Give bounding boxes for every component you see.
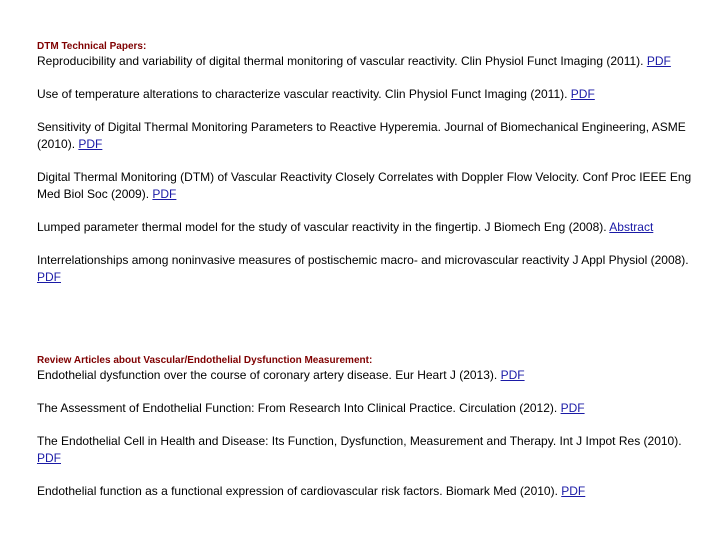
article-entry [37, 400, 707, 417]
paper-citation: Sensitivity of Digital Thermal Monitoring Parameters to Reactive Hyperemia. Journal of Biomechanical Engineering, ASME (2010). [37, 120, 686, 151]
review-articles-section [37, 354, 707, 500]
paper-citation: Lumped parameter thermal model for the study of vascular reactivity in the fingertip. J Biomech Eng (2008). [37, 220, 610, 234]
pdf-link[interactable]: PDF [37, 270, 61, 284]
dtm-papers-section [37, 40, 707, 286]
article-citation: The Endothelial Cell in Health and Disease: Its Function, Dysfunction, Measurement and Therapy. Int J Impot Res (2010). [37, 434, 682, 448]
pdf-link[interactable]: PDF [561, 484, 586, 498]
paper-citation: Digital Thermal Monitoring (DTM) of Vascular Reactivity Closely Correlates with Doppler Flow Velocity. Conf Proc IEEE Eng Med Biol Soc (2009). [37, 170, 692, 201]
pdf-link[interactable]: PDF [570, 87, 595, 101]
paper-citation: Reproducibility and variability of digital thermal monitoring of vascular reactivity. Clin Physiol Funct Imaging (2011). [37, 54, 647, 68]
abstract-link[interactable]: Abstract [609, 220, 654, 234]
pdf-link[interactable]: PDF [560, 401, 585, 415]
paper-entry [37, 169, 707, 203]
paper-entry [37, 53, 707, 70]
paper-citation: Interrelationships among noninvasive measures of postischemic macro- and microvascular reactivity J Appl Physiol (2008). [37, 253, 689, 267]
paper-citation: Use of temperature alterations to characterize vascular reactivity. Clin Physiol Funct Imaging (2011). [37, 87, 571, 101]
paper-entry [37, 119, 707, 153]
paper-entry [37, 86, 707, 103]
article-citation: The Assessment of Endothelial Function: From Research Into Clinical Practice. Circulation (2012). [37, 401, 561, 415]
pdf-link[interactable]: PDF [37, 451, 61, 465]
article-entry [37, 367, 707, 384]
article-entry [37, 483, 707, 500]
article-entry [37, 433, 707, 467]
pdf-link[interactable]: PDF [500, 368, 525, 382]
paper-entry [37, 252, 707, 286]
pdf-link[interactable]: PDF [78, 137, 103, 151]
pdf-link[interactable]: PDF [152, 187, 177, 201]
article-citation: Endothelial function as a functional expression of cardiovascular risk factors. Biomark Med (2010). [37, 484, 562, 498]
paper-entry [37, 219, 707, 236]
pdf-link[interactable]: PDF [646, 54, 671, 68]
dtm-papers-heading: DTM Technical Papers: [37, 41, 147, 52]
review-articles-heading: Review Articles about Vascular/Endothelial Dysfunction Measurement: [37, 355, 373, 366]
article-citation: Endothelial dysfunction over the course of coronary artery disease. Eur Heart J (2013). [37, 368, 501, 382]
